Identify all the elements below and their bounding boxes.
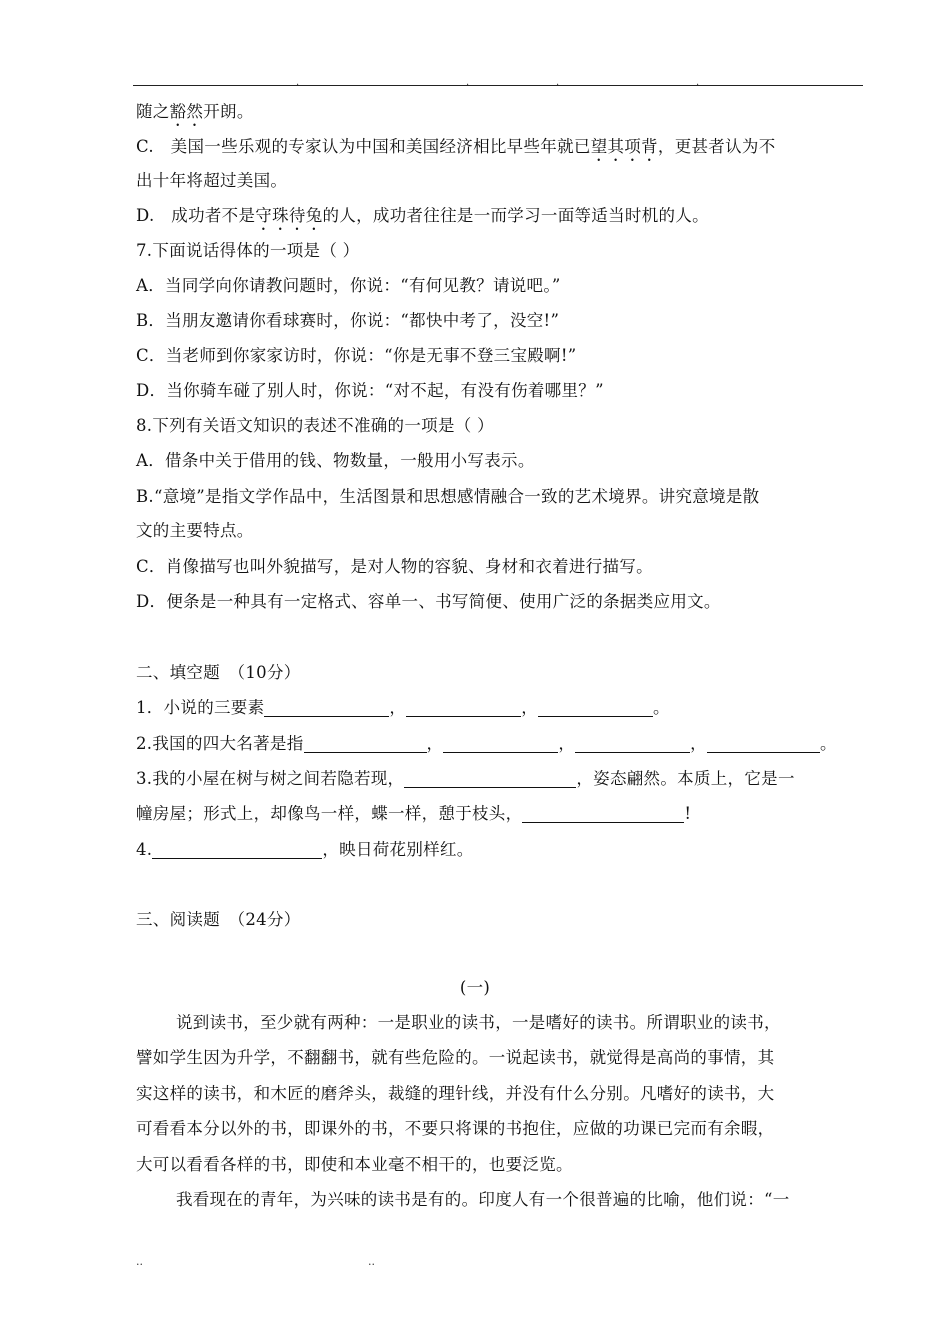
passage-line: 实这样的读书，和木匠的磨斧头，裁缝的理针线，并没有什么分别。凡嗜好的读书，大 xyxy=(136,1084,775,1103)
passage-line: 可看看本分以外的书，即课外的书，不要只将课的书抱住，应做的功课已完而有余暇， xyxy=(136,1119,775,1138)
footer-dots: .. xyxy=(368,1255,375,1268)
q6-option-c: C. 美国一些乐观的专家认为中国和美国经济相比早些年就已望其项背，更甚者认为不 xyxy=(136,137,776,156)
section2-title: 二、填空题 （10分） xyxy=(136,663,301,682)
passage-line: 大可以看看各样的书，即使和本业毫不相干的，也要泛览。 xyxy=(136,1155,573,1174)
answer-blank[interactable] xyxy=(522,804,684,823)
header-rule xyxy=(133,85,863,86)
fill-q3-line2: 幢房屋；形式上，却像鸟一样，蝶一样，憩于枝头， ! xyxy=(136,804,692,823)
fill-q2: 2.我国的四大名著是指 ， ， ， 。 xyxy=(136,734,837,753)
header-dot: . xyxy=(296,77,300,88)
q6-option-b-tail: 随之豁然开朗。 xyxy=(136,102,254,121)
q7-stem: 7.下面说话得体的一项是（ ） xyxy=(136,241,360,260)
passage-subtitle: (一) xyxy=(459,978,491,997)
passage-line: 说到读书，至少就有两种：一是职业的读书，一是嗜好的读书。所谓职业的读书， xyxy=(176,1013,781,1032)
answer-blank[interactable] xyxy=(406,698,521,717)
q7-option-a: A．当同学向你请教问题时，你说：“有何见教？请说吧。” xyxy=(136,276,561,295)
emphasized-word: 豁然 xyxy=(169,102,204,121)
emphasized-word: 望其项背 xyxy=(590,137,658,156)
answer-blank[interactable] xyxy=(304,734,427,753)
footer-dots: .. xyxy=(136,1255,143,1268)
q8-stem: 8.下列有关语文知识的表述不准确的一项是（ ） xyxy=(136,416,494,435)
passage-line: 譬如学生因为升学，不翻翻书，就有些危险的。一说起读书，就觉得是高尚的事情，其 xyxy=(136,1048,775,1067)
q8-option-d: D．便条是一种具有一定格式、容单一、书写简便、使用广泛的条据类应用文。 xyxy=(136,592,721,611)
q7-option-d: D．当你骑车碰了别人时，你说：“对不起，有没有伤着哪里？” xyxy=(136,381,604,400)
q7-option-b: B．当朋友邀请你看球赛时，你说：“都快中考了，没空!” xyxy=(136,311,560,330)
q6-option-c-line2: 出十年将超过美国。 xyxy=(136,171,288,190)
header-dot: . xyxy=(696,77,700,88)
answer-blank[interactable] xyxy=(264,698,389,717)
passage-line: 我看现在的青年，为兴味的读书是有的。印度人有一个很普遍的比喻，他们说：“一 xyxy=(176,1190,790,1209)
answer-blank[interactable] xyxy=(152,840,322,859)
answer-blank[interactable] xyxy=(707,734,820,753)
q8-option-a: A．借条中关于借用的钱、物数量，一般用小写表示。 xyxy=(136,451,535,470)
q8-option-c: C．肖像描写也叫外貌描写，是对人物的容貌、身材和衣着进行描写。 xyxy=(136,557,653,576)
answer-blank[interactable] xyxy=(575,734,690,753)
fill-q4: 4. ，映日荷花别样红。 xyxy=(136,840,474,859)
answer-blank[interactable] xyxy=(404,769,576,788)
q8-option-b-line2: 文的主要特点。 xyxy=(136,521,254,540)
header-dot: . xyxy=(556,77,560,88)
q6-option-d: D. 成功者不是守珠待兔的人，成功者往往是一而学习一面等适当时机的人。 xyxy=(136,206,709,225)
answer-blank[interactable] xyxy=(443,734,558,753)
fill-q1: 1．小说的三要素 ， ， 。 xyxy=(136,698,670,717)
header-dot: . xyxy=(466,77,470,88)
q7-option-c: C．当老师到你家家访时，你说：“你是无事不登三宝殿啊!” xyxy=(136,346,577,365)
fill-q3: 3.我的小屋在树与树之间若隐若现， ，姿态翩然。本质上，它是一 xyxy=(136,769,795,788)
section3-title: 三、阅读题 （24分） xyxy=(136,910,301,929)
emphasized-word: 守珠待兔 xyxy=(255,206,323,225)
q8-option-b: B.“意境”是指文学作品中，生活图景和思想感情融合一致的艺术境界。讲究意境是散 xyxy=(136,487,760,506)
answer-blank[interactable] xyxy=(538,698,653,717)
